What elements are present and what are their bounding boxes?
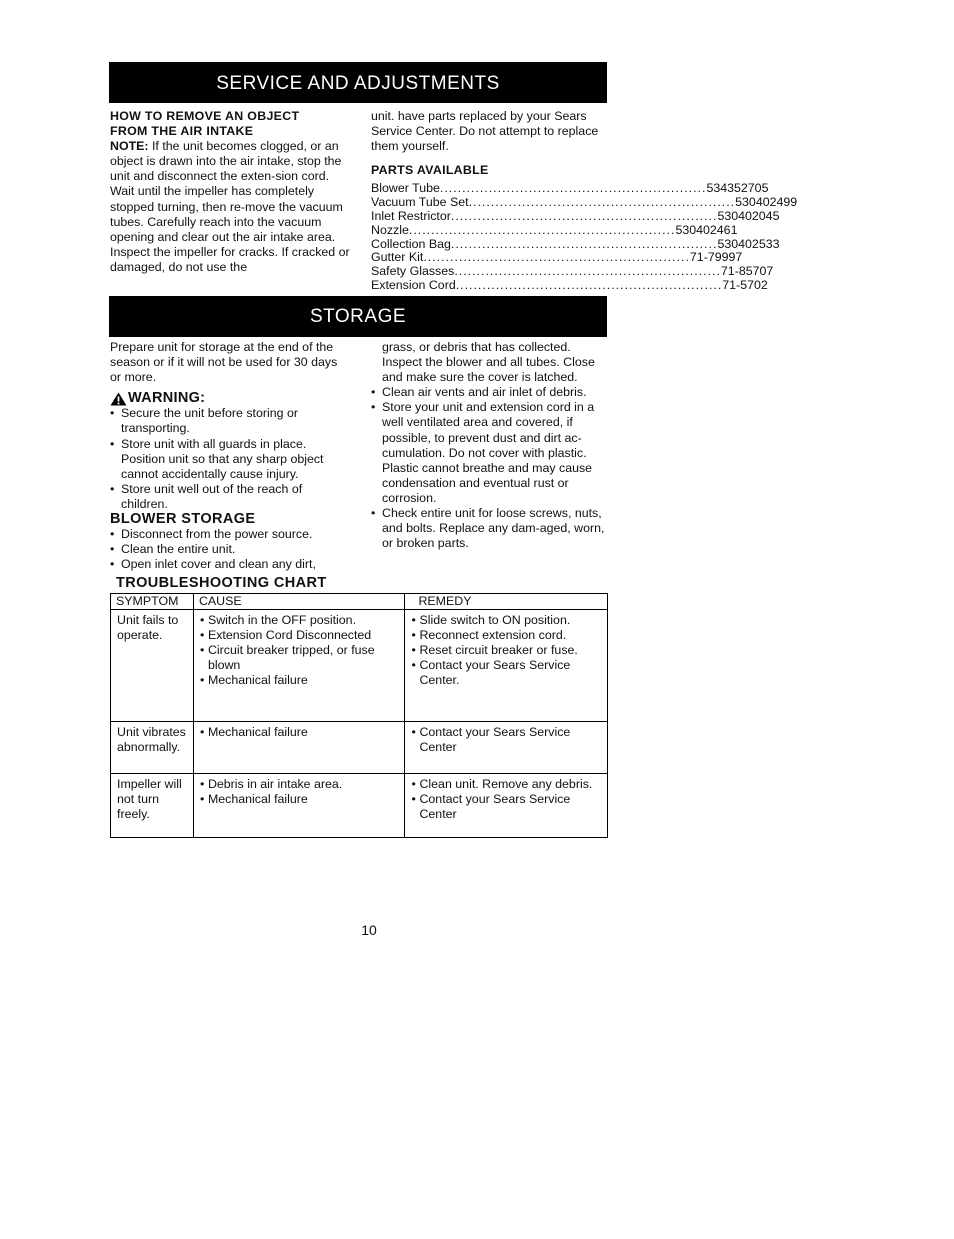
remedy-item: • Clean unit. Remove any debris.	[411, 777, 602, 792]
table-header-row	[111, 594, 608, 610]
cause-cell	[193, 774, 405, 838]
part-number: 71-5702	[722, 277, 768, 292]
remedy-item: • Reset circuit breaker or fuse.	[411, 643, 602, 658]
dot-leader: ............................................................	[423, 250, 690, 265]
storage-banner: STORAGE	[109, 296, 607, 337]
warning-item: • Secure the unit before storing or transporting.	[110, 406, 350, 436]
parts-column	[371, 109, 798, 293]
part-name: Gutter Kit	[371, 250, 424, 265]
warning-triangle-icon	[110, 392, 127, 406]
troubleshooting-heading: TROUBLESHOOTING CHART	[116, 575, 327, 591]
page-number-container	[0, 922, 954, 938]
cause-item: • Extension Cord Disconnected	[200, 628, 400, 643]
page-number: 10	[361, 922, 377, 938]
storage-right-list	[371, 340, 611, 551]
part-number: 530402461	[675, 222, 738, 237]
remedy-cell	[405, 722, 608, 774]
table-row	[111, 610, 608, 722]
cause-cell	[193, 610, 405, 722]
column-header-remedy: REMEDY	[405, 594, 608, 610]
blower-item-continued	[371, 340, 611, 385]
blower-storage-item: • Disconnect from the power source.	[110, 527, 350, 542]
blower-storage-list	[110, 527, 350, 572]
symptom-cell: Impeller will not turn freely.	[111, 774, 194, 838]
part-row	[371, 222, 738, 238]
parts-list	[371, 181, 798, 292]
part-row	[371, 277, 768, 293]
inspect-paragraph: Inspect the impeller for cracks. If cracked or damaged, do not use the	[110, 244, 350, 274]
cause-item: • Debris in air intake area.	[200, 777, 400, 792]
dot-leader: ............................................................	[455, 277, 723, 292]
remove-object-column	[110, 109, 350, 275]
column-header-cause: CAUSE	[193, 594, 405, 610]
warning-list	[110, 406, 350, 512]
remove-object-heading-2: FROM THE AIR INTAKE	[110, 124, 254, 139]
note-label: NOTE:	[110, 139, 149, 154]
warning-heading	[110, 391, 350, 406]
dot-leader: ............................................................	[439, 181, 707, 196]
remedy-item: • Slide switch to ON position.	[411, 613, 602, 628]
remedy-item: • Reconnect extension cord.	[411, 628, 602, 643]
note-paragraph	[110, 139, 350, 245]
part-number: 71-85707	[720, 264, 774, 279]
warning-label: WARNING:	[128, 390, 206, 407]
symptom-cell: Unit vibrates abnormally.	[111, 722, 194, 774]
storage-right-column	[371, 340, 611, 551]
part-name: Safety Glasses	[371, 264, 455, 279]
part-name: Inlet Restrictor	[371, 208, 451, 223]
part-number: 71-79997	[689, 250, 743, 265]
part-number: 534352705	[706, 181, 769, 196]
dot-leader: ............................................................	[450, 208, 718, 223]
part-name: Blower Tube	[371, 181, 440, 196]
troubleshooting-body	[111, 610, 608, 838]
part-row	[371, 195, 798, 210]
part-name: Extension Cord	[371, 277, 456, 292]
blower-storage-heading: BLOWER STORAGE	[110, 511, 256, 528]
remove-object-heading-1: HOW TO REMOVE AN OBJECT	[110, 109, 300, 123]
table-row	[111, 774, 608, 838]
remedy-cell	[405, 610, 608, 722]
inspect-continued-paragraph: unit. have parts replaced by your Sears Service Center. Do not attempt to replace them yourself.	[371, 109, 599, 154]
dot-leader: ............................................................	[408, 222, 676, 237]
remedy-item: • Contact your Sears Service Center	[411, 792, 602, 822]
part-name: Nozzle	[371, 222, 409, 237]
part-row	[371, 264, 774, 279]
part-row	[371, 208, 780, 224]
part-number: 530402499	[735, 195, 798, 210]
symptom-cell: Unit fails to operate.	[111, 610, 194, 722]
part-number: 530402533	[717, 236, 780, 251]
warning-item: • Store unit with all guards in place. Position unit so that any sharp object cannot accidentally cause injury.	[110, 437, 350, 482]
part-name: Vacuum Tube Set	[371, 195, 469, 210]
dot-leader: ............................................................	[450, 236, 718, 251]
blower-storage-item: • Open inlet cover and clean any dirt,	[110, 557, 350, 572]
storage-item: • Store your unit and extension cord in a well ventilated area and covered, if possible, to prevent dust and dirt ac-cumulation. Do not cover with plastic. Plastic cannot breathe and may cause condensation and eventual rust or corrosion.	[371, 400, 611, 506]
part-row	[371, 250, 743, 265]
storage-intro: Prepare unit for storage at the end of the season or if it will not be used for 30 days or more.	[110, 340, 338, 385]
column-header-symptom: SYMPTOM	[111, 594, 194, 610]
warning-item: • Store unit well out of the reach of children.	[110, 482, 350, 512]
cause-item: • Mechanical failure	[200, 792, 400, 807]
cause-item: • Mechanical failure	[200, 673, 400, 688]
cause-item: • Mechanical failure	[200, 725, 400, 740]
remedy-cell	[405, 774, 608, 838]
cause-cell	[193, 722, 405, 774]
troubleshooting-table	[110, 593, 608, 838]
blower-storage-item: • Clean the entire unit.	[110, 542, 350, 557]
blower-item-continued-text: grass, or debris that has collected. Inspect the blower and all tubes. Close and make sure the cover is latched.	[382, 340, 595, 385]
cause-item: • Circuit breaker tripped, or fuse blown	[200, 643, 400, 673]
part-row	[371, 181, 769, 196]
remedy-item: • Contact your Sears Service Center	[411, 725, 602, 755]
table-row	[111, 722, 608, 774]
dot-leader: ............................................................	[454, 264, 721, 279]
storage-left-column	[110, 340, 350, 572]
remedy-item: • Contact your Sears Service Center.	[411, 658, 602, 688]
storage-item: • Clean air vents and air inlet of debris.	[371, 385, 611, 400]
note-text: If the unit becomes clogged, or an object is drawn into the air intake, stop the unit and disconnect the exten-sion cord. Wait until the impeller has completely stopped turning, then re-move the vacuum tubes. Carefully reach into the vacuum opening and clear out the air intake area.	[110, 139, 343, 244]
service-adjustments-banner: SERVICE AND ADJUSTMENTS	[109, 62, 607, 103]
part-name: Collection Bag	[371, 236, 451, 251]
part-number: 530402045	[717, 208, 780, 223]
parts-available-heading: PARTS AVAILABLE	[371, 163, 489, 178]
storage-item: • Check entire unit for loose screws, nuts, and bolts. Replace any dam-aged, worn, or broken parts.	[371, 506, 611, 551]
cause-item: • Switch in the OFF position.	[200, 613, 400, 628]
part-row	[371, 236, 780, 252]
dot-leader: ............................................................	[468, 195, 736, 210]
